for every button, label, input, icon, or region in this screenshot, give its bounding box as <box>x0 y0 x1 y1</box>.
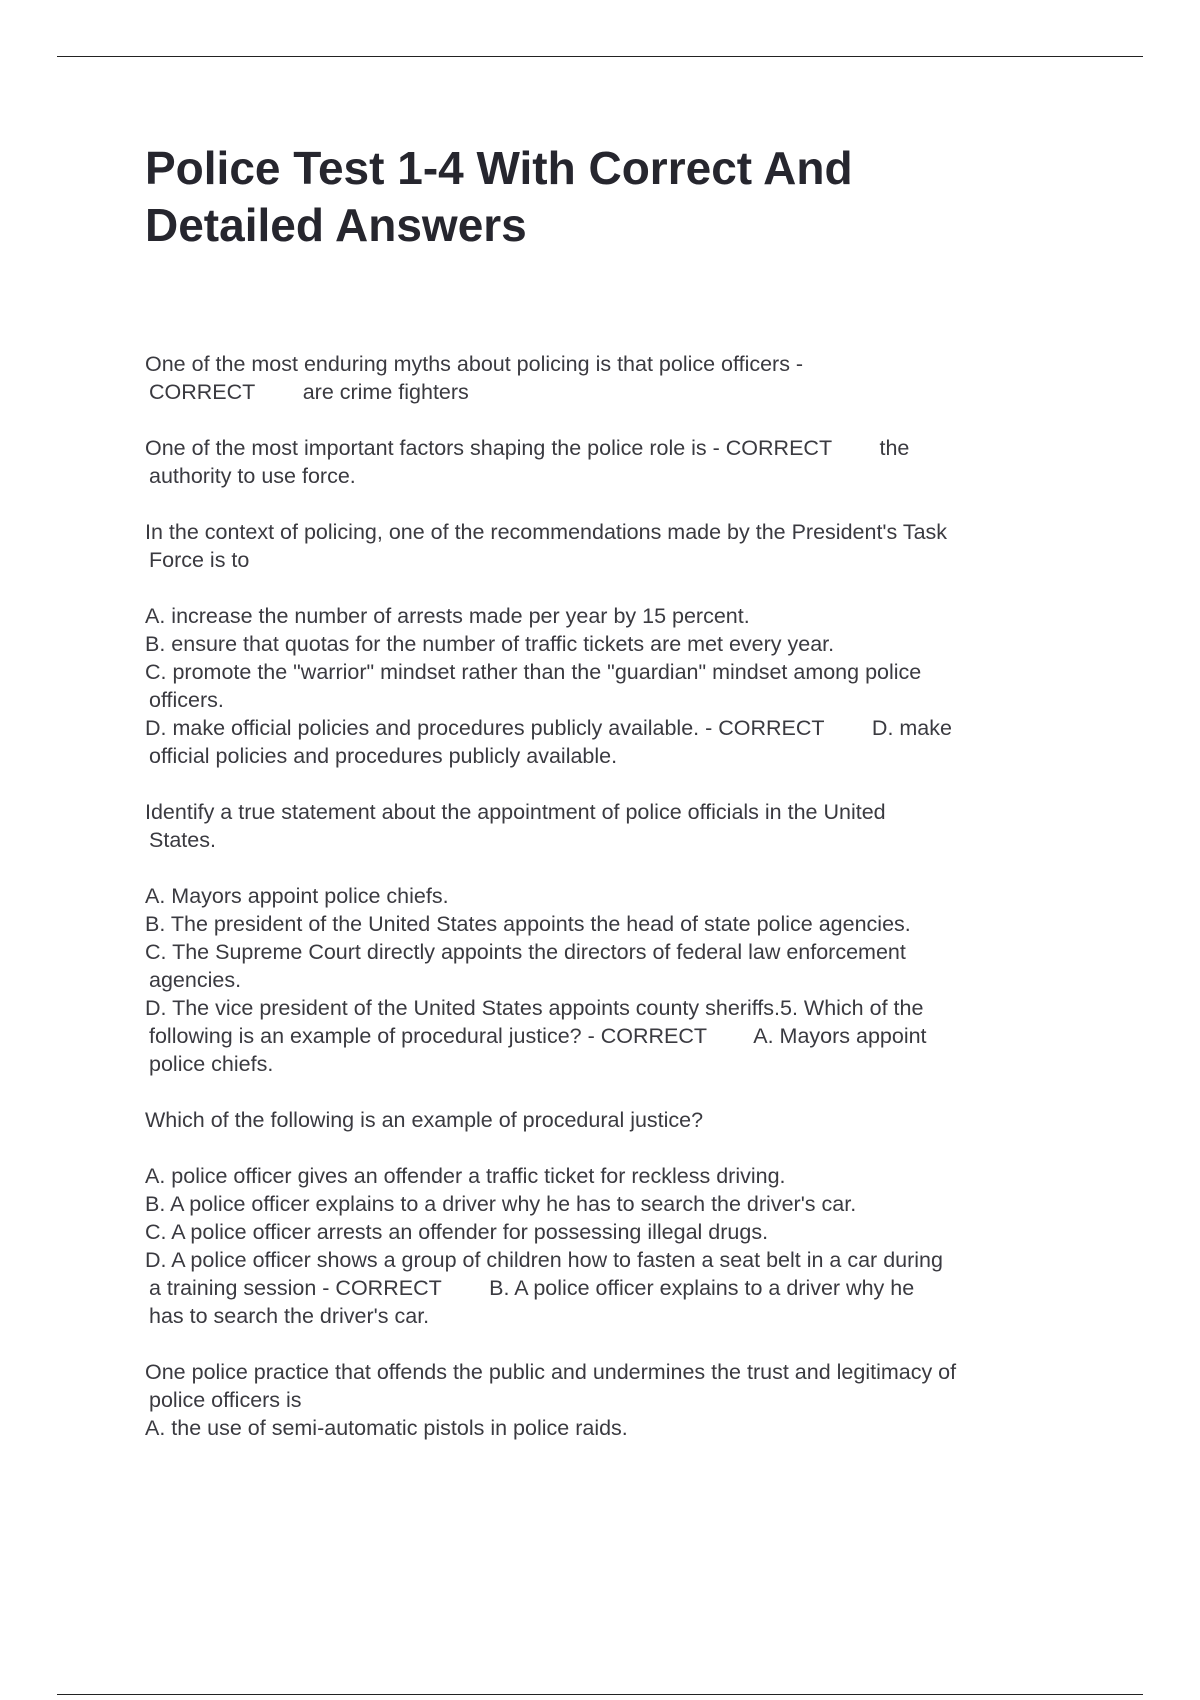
options-block <box>145 602 1090 770</box>
answer-line: official policies and procedures publicly available. <box>149 744 618 768</box>
question-block <box>145 798 1090 854</box>
question-block <box>145 1358 1090 1442</box>
option-line: B. The president of the United States appoints the head of state police agencies. <box>145 912 911 936</box>
text-line: Which of the following is an example of procedural justice? <box>145 1108 704 1132</box>
document-body <box>145 140 1090 1470</box>
answer-line: CORRECT are crime fighters <box>149 380 469 404</box>
option-line: B. A police officer explains to a driver why he has to search the driver's car. <box>145 1192 857 1216</box>
text-line: One of the most enduring myths about policing is that police officers - <box>145 352 804 376</box>
text-line: authority to use force. <box>149 464 356 488</box>
document-title <box>145 140 1090 254</box>
options-block <box>145 882 1090 1078</box>
option-line: A. police officer gives an offender a traffic ticket for reckless driving. <box>145 1164 786 1188</box>
option-line: officers. <box>149 688 224 712</box>
question-block <box>145 518 1090 574</box>
text-line: States. <box>149 828 216 852</box>
top-rule <box>57 56 1143 57</box>
text-line: One police practice that offends the public and undermines the trust and legitimacy of <box>145 1360 957 1384</box>
option-line: C. The Supreme Court directly appoints the directors of federal law enforcement <box>145 940 906 964</box>
option-line: A. the use of semi-automatic pistols in police raids. <box>145 1416 628 1440</box>
qa-list <box>145 350 1090 1442</box>
title-line-1: Police Test 1-4 With Correct And <box>145 142 853 194</box>
option-line: D. make official policies and procedures publicly available. - CORRECT D. make <box>145 716 952 740</box>
bottom-rule <box>57 1694 1143 1695</box>
question-block <box>145 350 1090 406</box>
options-block <box>145 1162 1090 1330</box>
option-line: D. A police officer shows a group of children how to fasten a seat belt in a car during <box>145 1248 943 1272</box>
option-line: C. A police officer arrests an offender for possessing illegal drugs. <box>145 1220 769 1244</box>
option-line: agencies. <box>149 968 242 992</box>
text-line: police officers is <box>149 1388 302 1412</box>
answer-line: has to search the driver's car. <box>149 1304 430 1328</box>
question-block <box>145 434 1090 490</box>
text-line: In the context of policing, one of the recommendations made by the President's Task <box>145 520 948 544</box>
text-line: Identify a true statement about the appointment of police officials in the United <box>145 800 886 824</box>
title-line-2: Detailed Answers <box>145 199 527 251</box>
option-line: D. The vice president of the United States appoints county sheriffs.5. Which of the <box>145 996 924 1020</box>
option-line: C. promote the "warrior" mindset rather than the "guardian" mindset among police <box>145 660 922 684</box>
text-line: One of the most important factors shaping the police role is - CORRECT the <box>145 436 910 460</box>
option-line: B. ensure that quotas for the number of traffic tickets are met every year. <box>145 632 835 656</box>
text-line: Force is to <box>149 548 250 572</box>
answer-line: a training session - CORRECT B. A police officer explains to a driver why he <box>149 1276 915 1300</box>
option-line: A. Mayors appoint police chiefs. <box>145 884 449 908</box>
answer-line: police chiefs. <box>149 1052 274 1076</box>
option-line: A. increase the number of arrests made per year by 15 percent. <box>145 604 750 628</box>
question-block <box>145 1106 1090 1134</box>
answer-line: following is an example of procedural justice? - CORRECT A. Mayors appoint <box>149 1024 927 1048</box>
